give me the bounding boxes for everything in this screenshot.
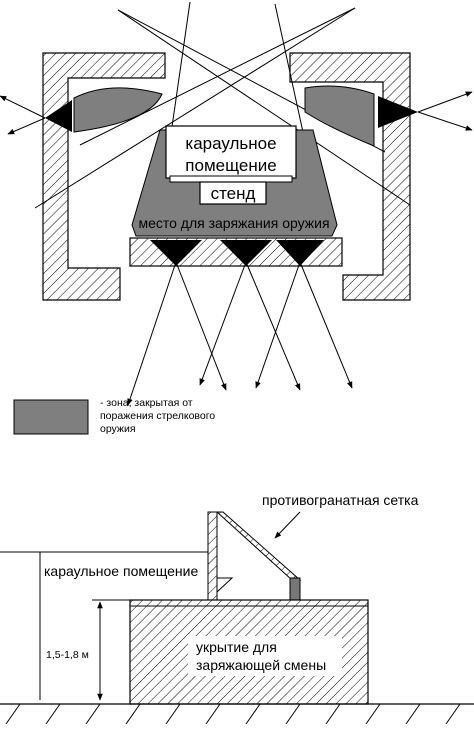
guard-room-label-1: караульное: [185, 134, 277, 153]
net-pole: [208, 512, 217, 600]
shelter-label-1: укрытие для: [196, 639, 277, 655]
stand-label: стенд: [210, 184, 256, 203]
section-room-label: караульное помещение: [44, 563, 199, 579]
net-pointer: [275, 512, 300, 538]
guard-room-label-2: помещение: [185, 156, 277, 175]
loading-place-label: место для заряжания оружия: [138, 215, 330, 231]
net-post: [290, 578, 300, 600]
legend-line-3: оружия: [100, 423, 136, 435]
top-plan: [0, 2, 472, 405]
anti-grenade-net: [217, 512, 300, 580]
net-label: противогранатная сетка: [262, 492, 419, 508]
legend-swatch: [14, 400, 88, 434]
height-label: 1,5-1,8 м: [46, 649, 89, 661]
legend-line-1: - зона, закрытая от: [100, 397, 193, 409]
ground-hatching: [6, 704, 460, 724]
safe-zone-left: [74, 88, 162, 132]
safe-zone-right: [305, 86, 374, 146]
shelter-label-2: заряжающей смены: [196, 657, 327, 673]
legend: [14, 397, 215, 435]
legend-line-2: поражения стрелкового: [100, 410, 216, 422]
section-view: [0, 492, 474, 724]
